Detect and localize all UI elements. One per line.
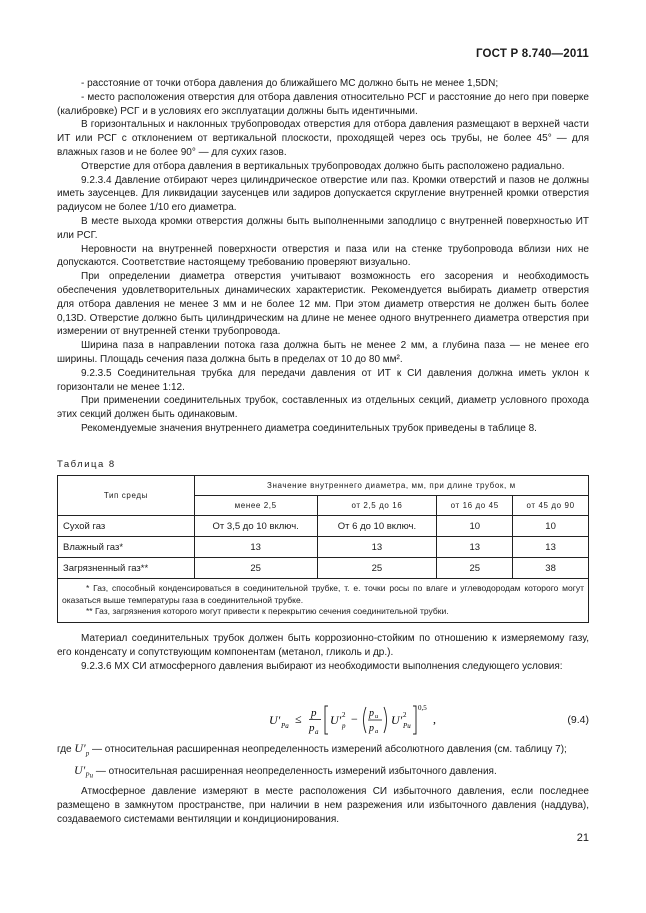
cell-value: 13 xyxy=(513,537,589,558)
table-note: ** Газ, загрязнения которого могут привести к перекрытию сечения соединительной трубки. xyxy=(86,606,449,616)
formula-term2-sup: 2 xyxy=(403,711,407,719)
formula-comma: , xyxy=(433,712,436,726)
table-8 xyxy=(57,475,589,623)
paragraph: - место расположения отверстия для отбора давления относительно РСГ и расстояние до него при поверке (калибровке) РСГ и в условиях его эксплуатации должны быть идентичными. xyxy=(57,91,589,117)
formula-lhs-sub: Pa xyxy=(281,722,289,730)
formula-frac-num: p xyxy=(311,707,317,719)
formula-term1-sup: 2 xyxy=(342,711,346,719)
formula-number: (9.4) xyxy=(567,714,589,726)
formula-svg xyxy=(267,702,497,738)
symbol-sub: Pи xyxy=(85,771,94,780)
subheader-length: от 45 до 90 xyxy=(513,496,589,516)
header-gas-type: Тип среды xyxy=(58,476,195,516)
cell-gas: Сухой газ xyxy=(58,516,195,537)
table-caption: Таблица 8 xyxy=(57,459,116,470)
formula-exponent: 0,5 xyxy=(418,704,427,712)
table-row xyxy=(58,516,589,537)
subheader-length: менее 2,5 xyxy=(194,496,317,516)
formula-inner-den-sub: а xyxy=(375,728,379,735)
definition-line xyxy=(57,764,602,786)
formula-frac-den-sub: a xyxy=(315,728,319,736)
cell-value: 25 xyxy=(194,558,317,579)
bracket-left xyxy=(325,706,328,734)
cell-value: От 6 до 10 включ. xyxy=(317,516,437,537)
paragraph: 9.2.3.6 МХ СИ атмосферного давления выбирают из необходимости выполнения следующего условия: xyxy=(81,660,563,672)
symbol xyxy=(74,742,89,761)
cell-value: 10 xyxy=(437,516,513,537)
cell-value: 38 xyxy=(513,558,589,579)
definition-text: — относительная расширенная неопределенность измерений абсолютного давления (см. таблицу 7); xyxy=(91,744,567,755)
header-diameter-group: Значение внутреннего диаметра, мм, при длине трубок, м xyxy=(194,476,588,496)
paragraph: При определении диаметра отверстия учитывают возможность его засорения и необходимость обеспечения удовлетворительных динамических характеристик. Рекомендуется выбирать диаметр отверстия для отбора давления не менее 3 мм и не более 12 мм. При этом диаметр отверстия не должен быть более 0,13D. Отверстие должно быть цилиндрическим на длине не менее одного внутреннего диаметра отверстия при измерении от внутренней стенки трубопровода. xyxy=(57,271,589,338)
where-word: где xyxy=(57,744,72,755)
formula-inner-num: p xyxy=(369,708,374,719)
definition-line xyxy=(57,742,602,764)
paren-left xyxy=(364,707,367,733)
formula-frac-den: p xyxy=(309,722,315,734)
formula-term2: U′ xyxy=(391,713,403,727)
paragraph: При применении соединительных трубок, составленных из отдельных секций, диаметр условного прохода этих секций должен быть одинаковым. xyxy=(57,395,589,421)
paragraph: Неровности на внутренней поверхности отверстия и паза или на стенке трубопровода вблизи них не допускаются. Соответствие настоящему требованию проверяют визуально. xyxy=(57,243,589,269)
definition-text: — относительная расширенная неопределенность измерений избыточного давления. xyxy=(95,766,497,777)
document-header: ГОСТ Р 8.740—2011 xyxy=(475,48,589,60)
formula-lhs: U′ xyxy=(269,713,281,727)
body-text-after-table xyxy=(57,632,589,673)
formula-term2-sub: Pи xyxy=(403,722,411,730)
paragraph: В месте выхода кромки отверстия должны быть выполненными заподлицо с внутренней поверхностью ИТ или РСГ. xyxy=(57,215,589,241)
paragraph: - расстояние от точки отбора давления до ближайшего МС должно быть не менее 1,5DN; xyxy=(81,78,499,89)
cell-value: 13 xyxy=(437,537,513,558)
cell-gas: Загрязненный газ** xyxy=(58,558,195,579)
symbol xyxy=(74,764,93,783)
formula-inner-den: p xyxy=(369,723,374,734)
cell-value: 25 xyxy=(317,558,437,579)
formula-term1: U′ xyxy=(330,713,342,727)
cell-value: От 3,5 до 10 включ. xyxy=(194,516,317,537)
cell-value: 25 xyxy=(437,558,513,579)
table-row xyxy=(58,558,589,579)
symbol-main: U′ xyxy=(74,763,86,777)
symbol-definitions xyxy=(57,742,602,786)
paren-right xyxy=(384,707,387,733)
formula-9-4 xyxy=(57,702,589,738)
formula-minus: − xyxy=(351,712,358,726)
symbol-main: U′ xyxy=(74,741,86,755)
formula-term1-sub: p xyxy=(342,722,346,730)
table-note: * Газ, способный конденсироваться в соединительной трубке, т. е. точки росы по влаге и углеводородам которого могут оказаться выше температуры газа в соединительной трубке. xyxy=(62,583,584,605)
body-text-top xyxy=(57,77,589,436)
cell-gas: Влажный газ* xyxy=(58,537,195,558)
subheader-length: от 16 до 45 xyxy=(437,496,513,516)
cell-value: 10 xyxy=(513,516,589,537)
paragraph: Материал соединительных трубок должен быть коррозионно-стойким по отношению к измеряемому газу, его конденсату и сопутствующим компонентам (метанол, гликоль и др.). xyxy=(57,633,589,658)
table-notes xyxy=(58,579,589,623)
subheader-length: от 2,5 до 16 xyxy=(317,496,437,516)
paragraph: В горизонтальных и наклонных трубопроводах отверстия для отбора давления размещают в верхней части ИТ или РСГ с отклонением от вертикальной плоскости, проходящей через ось трубы, не более 45° — для влажных газов и не более 90° — для сухих газов. xyxy=(57,119,589,158)
paragraph: 9.2.3.5 Соединительная трубка для передачи давления от ИТ к СИ давления должна иметь уклон к горизонтали не менее 1:12. xyxy=(57,367,589,393)
formula-relation: ≤ xyxy=(295,712,302,726)
cell-value: 13 xyxy=(317,537,437,558)
body-text-closing xyxy=(57,785,589,826)
paragraph: Атмосферное давление измеряют в месте расположения СИ избыточного давления, если последнее размещено в замкнутом пространстве, при наличии в нем разрежения или избыточного давления (наддува), создаваемого системами вентиляции и кондиционирования. xyxy=(57,786,589,825)
bracket-right xyxy=(413,706,416,734)
paragraph: Ширина паза в направлении потока газа должна быть не менее 2 мм, а глубина паза — не менее его ширины. Площадь сечения паза должна быть в пределах от 10 до 80 мм². xyxy=(57,340,589,365)
page-number: 21 xyxy=(576,832,589,844)
symbol-sub: p xyxy=(85,749,90,758)
paragraph: 9.2.3.4 Давление отбирают через цилиндрическое отверстие или паз. Кромки отверстий и пазов не должны иметь заусенцев. Для ликвидации заусенцев или задиров допускается скругление внутренней кромки отверстия радиусом не более 1/10 его диаметра. xyxy=(57,174,589,214)
formula-inner-num-sub: и xyxy=(375,713,379,720)
paragraph: Отверстие для отбора давления в вертикальных трубопроводах должно быть расположено радиально. xyxy=(81,160,565,172)
table-row xyxy=(58,537,589,558)
paragraph: Рекомендуемые значения внутреннего диаметра соединительных трубок приведены в таблице 8. xyxy=(81,422,537,434)
cell-value: 13 xyxy=(194,537,317,558)
